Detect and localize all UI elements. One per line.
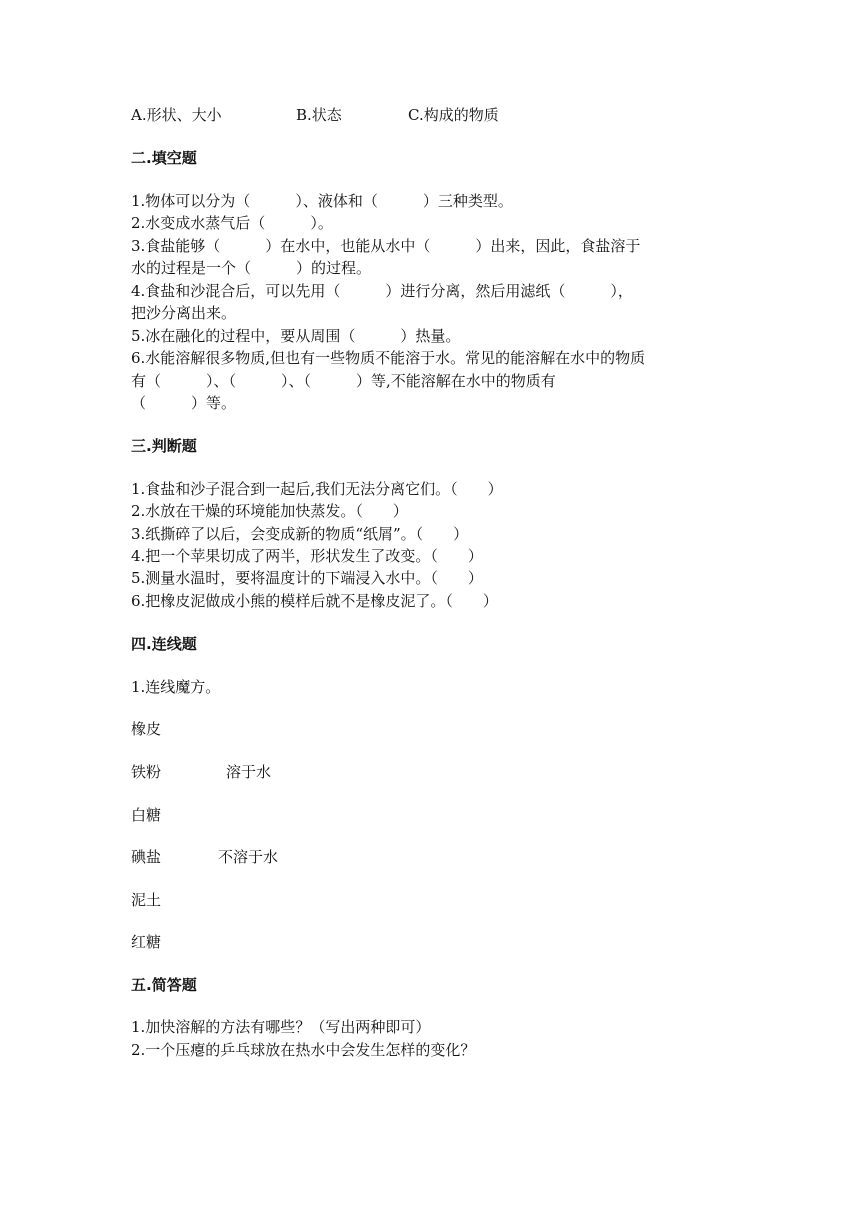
fill-in-line: 3.食盐能够（ ）在水中，也能从水中（ ）出来，因此，食盐溶于 (131, 237, 641, 255)
judgment-item: 5.测量水温时，要将温度计的下端浸入水中。（ ） (131, 569, 483, 587)
matching-target-soluble: 溶于水 (226, 763, 272, 781)
option-a: A.形状、大小 (131, 106, 222, 124)
section-heading-short-answer: 五.简答题 (131, 976, 197, 994)
short-answer-question: 2.一个压瘪的乒乓球放在热水中会发生怎样的变化？ (131, 1041, 476, 1059)
section-heading-fill-in: 二.填空题 (131, 149, 197, 167)
short-answer-question: 1.加快溶解的方法有哪些？（写出两种即可） (131, 1018, 431, 1036)
matching-item-left: 红糖 (131, 933, 162, 951)
judgment-item: 4.把一个苹果切成了两半，形状发生了改变。（ ） (131, 547, 483, 565)
fill-in-line: 1.物体可以分为（ ）、液体和（ ）三种类型。 (131, 192, 513, 210)
judgment-item: 3.纸撕碎了以后，会变成新的物质“纸屑”。（ ） (131, 525, 469, 543)
judgment-item: 2.水放在干燥的环境能加快蒸发。（ ） (131, 502, 408, 520)
fill-in-line: 5.冰在融化的过程中，要从周围（ ）热量。 (131, 327, 461, 345)
section-heading-true-false: 三.判断题 (131, 437, 197, 455)
fill-in-line: 把沙分离出来。 (131, 304, 237, 322)
judgment-item: 6.把橡皮泥做成小熊的模样后就不是橡皮泥了。（ ） (131, 592, 498, 610)
section-heading-matching: 四.连线题 (131, 635, 197, 653)
matching-item-left: 泥土 (131, 891, 162, 909)
choice-options-row (131, 104, 499, 126)
matching-question: 1.连线魔方。 (131, 678, 221, 696)
fill-in-line: （ ）等。 (131, 394, 237, 412)
fill-in-line: 4.食盐和沙混合后，可以先用（ ）进行分离，然后用滤纸（ ）， (131, 282, 633, 300)
fill-in-line: 水的过程是一个（ ）的过程。 (131, 259, 372, 277)
fill-in-line: 6.水能溶解很多物质,但也有一些物质不能溶于水。常见的能溶解在水中的物质 (131, 349, 646, 367)
fill-in-line: 有（ ）、（ ）、（ ）等,不能溶解在水中的物质有 (131, 372, 556, 390)
matching-item-left: 白糖 (131, 806, 162, 824)
matching-item-left: 碘盐 (131, 848, 162, 866)
judgment-item: 1.食盐和沙子混合到一起后,我们无法分离它们。（ ） (131, 480, 503, 498)
matching-target-insoluble: 不溶于水 (218, 848, 279, 866)
fill-in-line: 2.水变成水蒸气后（ ）。 (131, 214, 333, 232)
matching-item-left: 铁粉 (131, 763, 162, 781)
matching-item-left: 橡皮 (131, 720, 162, 738)
option-b: B.状态 (296, 106, 342, 124)
option-c: C.构成的物质 (408, 106, 499, 124)
